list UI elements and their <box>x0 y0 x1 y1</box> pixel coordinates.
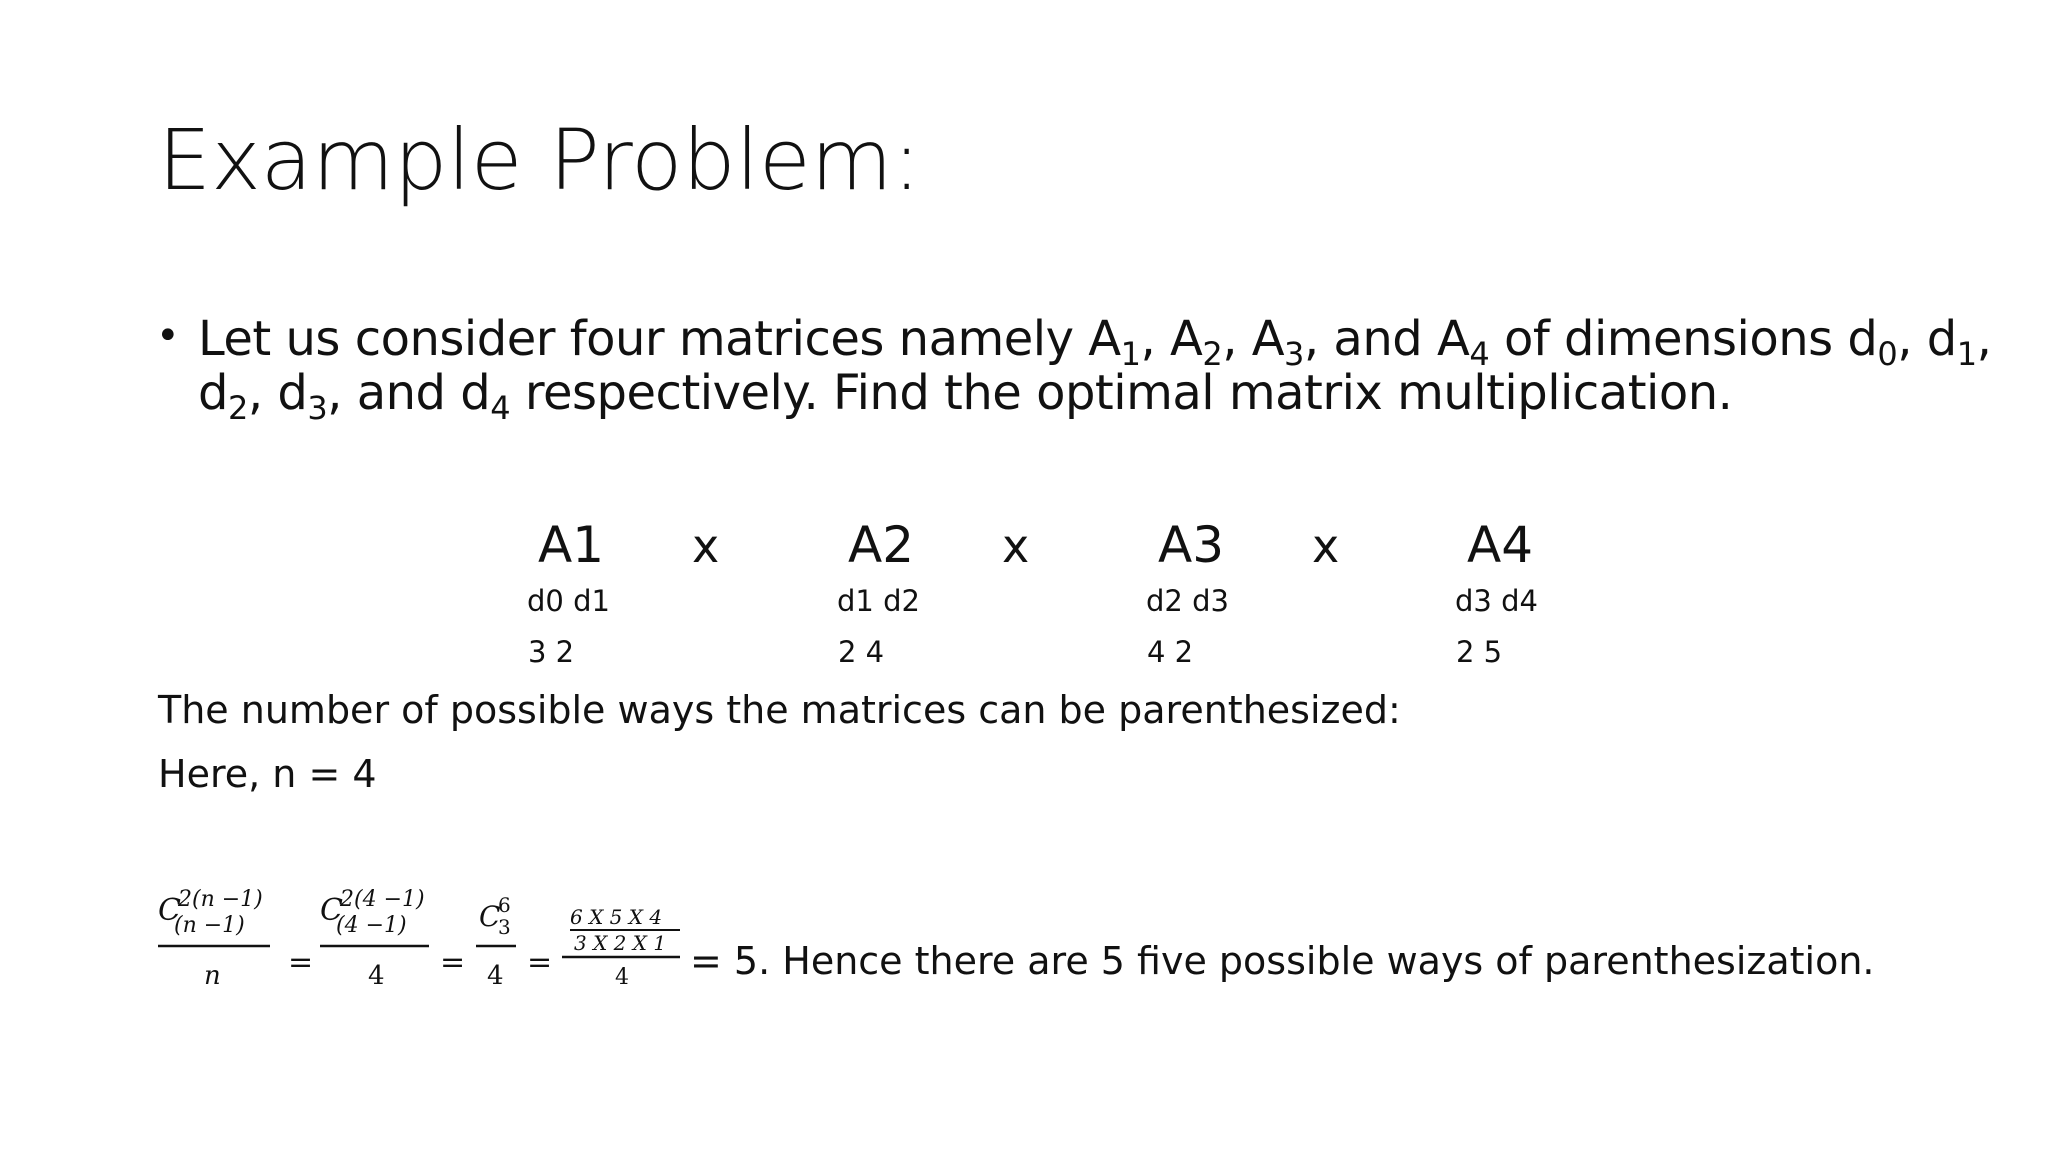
matrix-a3-values: 4 2 <box>1147 635 1194 669</box>
matrix-a4-name: A4 <box>1467 516 1534 574</box>
formula-superscript: 2(4 −1) <box>340 887 425 912</box>
matrix-a2-values: 2 4 <box>838 635 885 669</box>
matrix-a3-name: A3 <box>1158 516 1225 574</box>
text-segment: of dimensions d <box>1489 311 1878 367</box>
matrix-a2-dims: d1 d2 <box>837 584 920 618</box>
subscript: 1 <box>1120 335 1141 373</box>
formula-denominator: 4 <box>487 961 504 991</box>
catalan-formula <box>150 880 690 1000</box>
text-segment: , d <box>1897 311 1957 367</box>
text-segment: Let us consider four matrices namely A <box>198 311 1121 367</box>
bullet-icon: • <box>156 313 180 359</box>
text-segment: , A <box>1140 311 1203 367</box>
formula-base: C <box>158 893 181 928</box>
bullet-line-1 <box>198 311 1992 373</box>
matrix-a1-values: 3 2 <box>528 635 575 669</box>
slide-title: Example Problem: <box>158 111 921 209</box>
parenthesized-question: The number of possible ways the matrices can be parenthesized: <box>158 688 1401 732</box>
text-segment: , and A <box>1303 311 1470 367</box>
formula-numerator: 6 X 5 X 4 <box>570 905 663 929</box>
subscript: 2 <box>227 389 248 427</box>
equals-sign: = <box>527 945 553 980</box>
formula-denominator: 4 <box>615 965 629 990</box>
multiply-operator: x <box>692 519 720 573</box>
matrix-a2-name: A2 <box>848 516 915 574</box>
conclusion-text: = 5. Hence there are 5 five possible ways of parenthesization. <box>690 939 1875 983</box>
subscript: 4 <box>490 389 511 427</box>
subscript: 1 <box>1956 335 1977 373</box>
matrix-a1-dims: d0 d1 <box>527 584 610 618</box>
text-segment: , d <box>247 365 308 421</box>
formula-fraction-3 <box>476 893 516 991</box>
multiply-operator: x <box>1312 519 1340 573</box>
formula-subscript: (4 −1) <box>336 913 407 938</box>
equals-sign: = <box>440 945 466 980</box>
subscript: 3 <box>1284 335 1304 373</box>
formula-base: C <box>320 893 343 928</box>
subscript: 0 <box>1877 335 1898 373</box>
matrix-a4-dims: d3 d4 <box>1455 584 1538 618</box>
formula-base: C <box>479 900 501 933</box>
matrix-a4-values: 2 5 <box>1456 635 1503 669</box>
subscript: 4 <box>1469 335 1490 373</box>
bullet-line-2 <box>198 365 1991 427</box>
text-segment: respectively. Find the optimal matrix multiplication. <box>510 365 1733 421</box>
formula-subscript: 3 <box>498 915 511 939</box>
equals-sign: = <box>288 945 314 980</box>
formula-fraction-1 <box>158 887 270 991</box>
formula-denominator: 4 <box>368 961 385 991</box>
formula-fraction-4 <box>562 905 680 990</box>
text-segment: , <box>1976 311 1992 367</box>
n-value-line: Here, n = 4 <box>158 752 377 796</box>
formula-superscript: 2(n −1) <box>178 887 263 912</box>
text-segment: , A <box>1222 311 1285 367</box>
formula-fraction-2 <box>320 887 429 991</box>
subscript: 3 <box>307 389 328 427</box>
text-segment: d <box>198 365 228 421</box>
formula-subscript: (n −1) <box>174 913 245 938</box>
text-segment: , and d <box>327 365 491 421</box>
matrix-a3-dims: d2 d3 <box>1146 584 1229 618</box>
subscript: 2 <box>1202 335 1223 373</box>
multiply-operator: x <box>1002 519 1030 573</box>
formula-inner-denominator: 3 X 2 X 1 <box>574 931 667 955</box>
formula-superscript: 6 <box>498 893 511 917</box>
bullet-text <box>198 311 1992 427</box>
matrix-a1-name: A1 <box>538 516 605 574</box>
formula-denominator: n <box>204 961 221 991</box>
